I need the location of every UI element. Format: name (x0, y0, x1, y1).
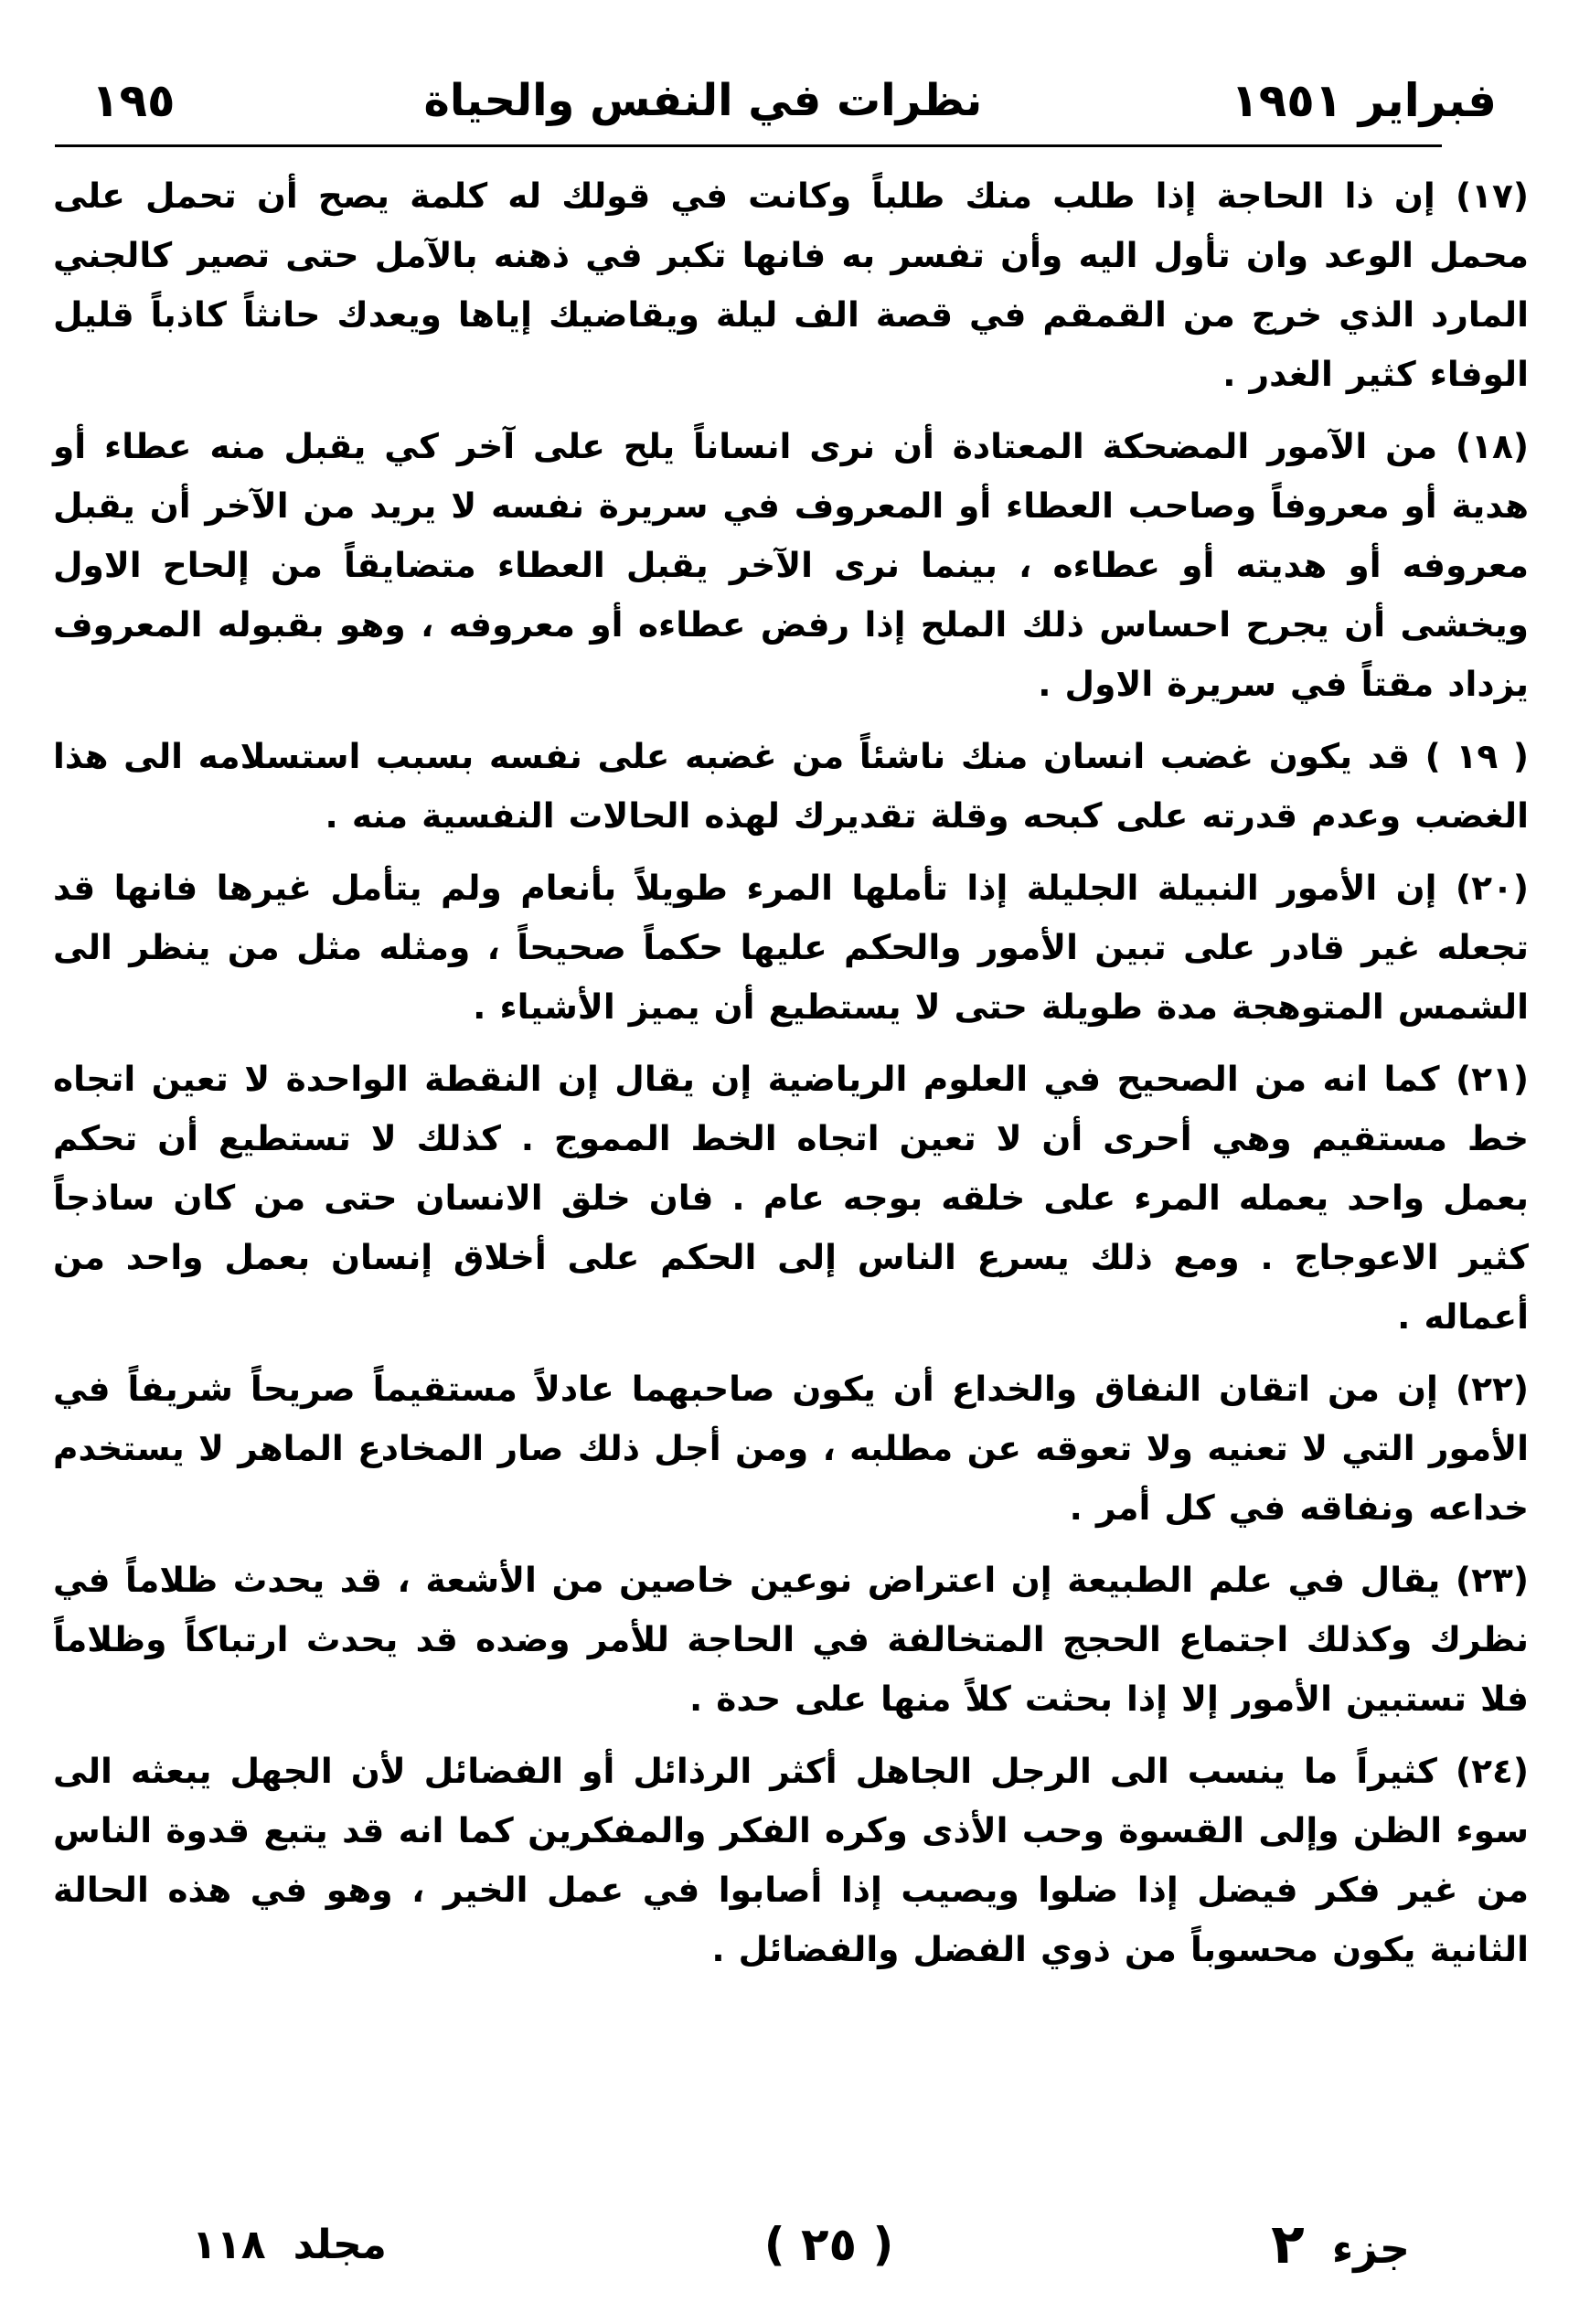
header-title: نظرات في النفس والحياة (423, 75, 983, 126)
footer-part-number: ٢ (1271, 2212, 1305, 2276)
footer-volume-number: ١١٨ (192, 2221, 266, 2268)
header-date: فبراير ١٩٥١ (1231, 74, 1497, 127)
page-body (53, 166, 1529, 2095)
page-header (91, 64, 1497, 137)
footer-issue-number: ( ٢٥ ) (763, 2218, 894, 2271)
header-rule (55, 144, 1442, 147)
paragraph-21: (٢١) كما انه من الصحيح في العلوم الرياضية إن يقال إن النقطة الواحدة لا تعين اتجاه خط مستقيم وهي أحرى أن لا تعين اتجاه الخط المموج . كذلك لا تستطيع أن تحكم بعمل واحد يعمله المرء على خلقه بوجه عام . فان خلق الانسان حتى من كان ساذجاً كثير الاعوجاج . ومع ذلك يسرع الناس إلى الحكم على أخلاق إنسان بعمل واحد من أعماله . (53, 1059, 1529, 1337)
header-page-number: ١٩٥ (91, 74, 176, 127)
footer-volume-label: مجلد (293, 2221, 387, 2268)
footer-part (1271, 2212, 1410, 2276)
paragraph-24: (٢٤) كثيراً ما ينسب الى الرجل الجاهل أكثر الرذائل أو الفضائل لأن الجهل يبعثه الى سوء الظن وإلى القسوة وحب الأذى وكره الفكر والمفكرين كما انه قد يتبع قدوة الناس من غير فكر فيضل إذا ضلوا ويصيب إذا أصابوا في عمل الخير ، وهو في هذه الحالة الثانية يكون محسوباً من ذوي الفضل والفضائل . (53, 1751, 1529, 1969)
paragraph-23: (٢٣) يقال في علم الطبيعة إن اعتراض نوعين خاصين من الأشعة ، قد يحدث ظلاماً في نظرك وكذلك اجتماع الحجج المتخالفة في الحاجة للأمر وضده قد يحدث ارتباكاً وظلاماً فلا تستبين الأمور إلا إذا بحثت كلاً منها على حدة . (53, 1560, 1529, 1719)
footer-volume (192, 2222, 387, 2268)
paragraph-18: (١٨) من الآمور المضحكة المعتادة أن نرى انساناً يلح على آخر كي يقبل منه عطاء أو هدية أو معروفاً وصاحب العطاء أو المعروف في سريرة نفسه لا يريد من الآخر أن يقبل معروفه أو هديته أو عطاءه ، بينما نرى الآخر يقبل العطاء متضايقاً من إلحاح الاول ويخشى أن يجرح احساس ذلك الملح إذا رفض عطاءه أو معروفه ، وهو بقبوله المعروف يزداد مقتاً في سريرة الاول . (53, 426, 1529, 704)
paragraph-22: (٢٢) إن من اتقان النفاق والخداع أن يكون صاحبهما عادلاً مستقيماً صريحاً شريفاً في الأمور التي لا تعنيه ولا تعوقه عن مطلبه ، ومن أجل ذلك صار المخادع الماهر لا يستخدم خداعه ونفاقه في كل أمر . (53, 1369, 1529, 1528)
paragraph-20: (٢٠) إن الأمور النبيلة الجليلة إذا تأملها المرء طويلاً بأنعام ولم يتأمل غيرها فانها قد تجعله غير قادر على تبين الأمور والحكم عليها حكماً صحيحاً ، ومثله مثل من ينظر الى الشمس المتوهجة مدة طويلة حتى لا يستطيع أن يميز الأشياء . (53, 868, 1529, 1027)
paragraph-19: ( ١٩ ) قد يكون غضب انسان منك ناشئاً من غضبه على نفسه بسبب استسلامه الى هذا الغضب وعدم قدرته على كبحه وقلة تقديرك لهذه الحالات النفسية منه . (53, 736, 1530, 836)
paragraph-17: (١٧) إن ذا الحاجة إذا طلب منك طلباً وكانت في قولك له كلمة يصح أن تحمل على محمل الوعد وان تأول اليه وأن تفسر به فانها تكبر في ذهنه بالآمل حتى تصير كالجني المارد الذي خرج من القمقم في قصة الف ليلة ويقاضيك إياها ويعدك حانثاً كاذباً قليل الوفاء كثير الغدر . (53, 176, 1529, 394)
page-footer (192, 2212, 1410, 2276)
footer-part-label: جزء (1331, 2223, 1410, 2273)
